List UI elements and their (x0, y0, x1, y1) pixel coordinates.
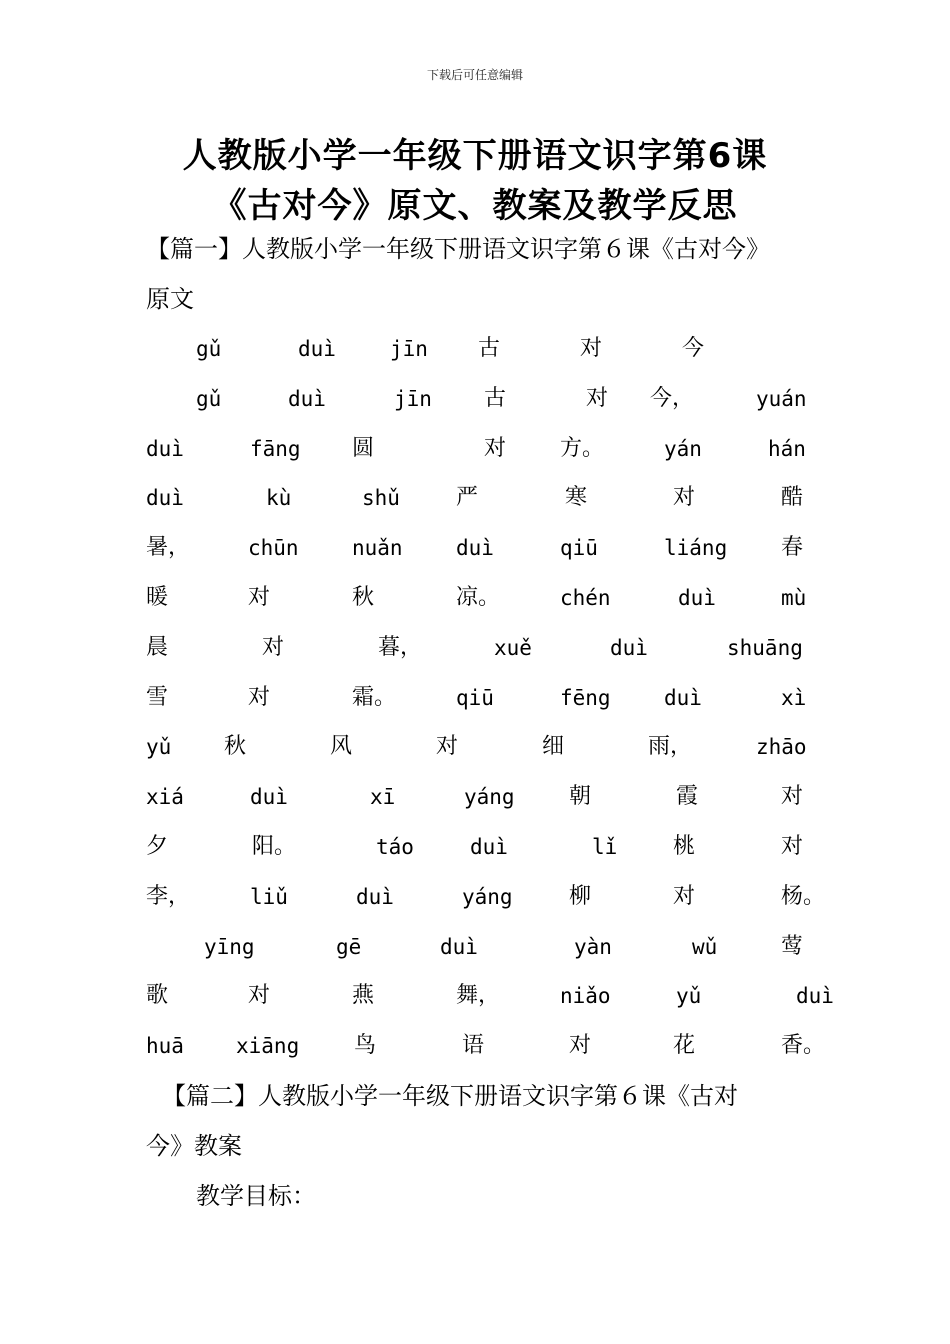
pinyin-token: jīn (394, 387, 432, 411)
hanzi-token: 对 (248, 983, 271, 1008)
section-2-heading-cont: 今》教案 (146, 1132, 242, 1160)
pinyin-token: shuāng (727, 636, 803, 660)
hanzi-token: 语 (462, 1033, 485, 1058)
hanzi-token: 花 (673, 1033, 696, 1058)
pinyin-token: huā (146, 1034, 184, 1058)
hanzi-token: 暖 (146, 585, 169, 610)
hanzi-token: 对 (484, 436, 507, 461)
pinyin-token: niǎo (560, 984, 611, 1008)
header-note: 下载后可任意编辑 (426, 68, 523, 82)
hanzi-token: 对 (580, 336, 603, 361)
hanzi-token: 暮， (378, 635, 423, 660)
hanzi-token: 霜。 (352, 685, 397, 710)
hanzi-token: 秋 (224, 734, 247, 759)
hanzi-token: 鸟 (354, 1033, 377, 1058)
pinyin-token: duì (456, 536, 494, 560)
pinyin-token: yǔ (146, 735, 172, 759)
hanzi-token: 严 (456, 485, 479, 510)
pinyin-token: duì (146, 437, 184, 461)
hanzi-token: 对 (781, 784, 804, 809)
hanzi-token: 阳。 (252, 834, 297, 859)
hanzi-token: 对 (673, 485, 696, 510)
section-2-heading: 【篇二】人教版小学一年级下册语文识字第６课《古对 (162, 1082, 738, 1110)
hanzi-token: 对 (248, 585, 271, 610)
pinyin-token: jīn (390, 337, 428, 361)
pinyin-token: mù (781, 586, 807, 610)
pinyin-token: fāng (250, 437, 301, 461)
pinyin-token: hán (768, 437, 806, 461)
pinyin-token: xì (781, 686, 807, 710)
hanzi-token: 杨。 (781, 884, 826, 909)
pinyin-token: lǐ (592, 835, 618, 859)
hanzi-token: 雨， (648, 734, 693, 759)
hanzi-token: 风 (330, 734, 353, 759)
hanzi-token: 夕 (146, 834, 169, 859)
pinyin-token: yīng (204, 935, 255, 959)
hanzi-token: 李， (146, 884, 191, 909)
pinyin-token: gē (336, 935, 362, 959)
pinyin-token: duì (610, 636, 648, 660)
hanzi-token: 桃 (673, 834, 696, 859)
pinyin-token: duì (288, 387, 326, 411)
document-title-line-1: 人教版小学一年级下册语文识字第6课 (182, 136, 768, 176)
hanzi-token: 燕 (352, 983, 375, 1008)
pinyin-token: duì (678, 586, 716, 610)
hanzi-token: 柳 (569, 884, 592, 909)
hanzi-token: 对 (262, 635, 285, 660)
hanzi-token: 香。 (781, 1033, 826, 1058)
teaching-objectives-heading: 教学目标： (196, 1182, 316, 1210)
hanzi-token: 雪 (146, 685, 169, 710)
pinyin-token: wǔ (692, 935, 718, 959)
pinyin-token: duì (470, 835, 508, 859)
hanzi-token: 古 (484, 386, 507, 411)
pinyin-token: chūn (248, 536, 299, 560)
hanzi-token: 圆 (352, 436, 375, 461)
hanzi-token: 莺 (781, 934, 804, 959)
hanzi-token: 今 (682, 336, 705, 361)
pinyin-token: duì (440, 935, 478, 959)
pinyin-token: yàn (574, 935, 612, 959)
hanzi-token: 秋 (352, 585, 375, 610)
pinyin-token: duì (664, 686, 702, 710)
hanzi-token: 对 (436, 734, 459, 759)
pinyin-token: liáng (664, 536, 728, 560)
hanzi-token: 酷 (781, 485, 804, 510)
hanzi-token: 暑， (146, 535, 191, 560)
hanzi-token: 朝 (569, 784, 592, 809)
pinyin-token: duì (146, 486, 184, 510)
pinyin-token: xiá (146, 785, 184, 809)
hanzi-token: 寒 (565, 485, 588, 510)
hanzi-token: 晨 (146, 635, 169, 660)
pinyin-token: qiū (560, 536, 598, 560)
pinyin-token: chén (560, 586, 611, 610)
pinyin-token: xiāng (236, 1034, 300, 1058)
pinyin-token: yǔ (676, 984, 702, 1008)
hanzi-token: 细 (542, 734, 565, 759)
hanzi-token: 今， (650, 386, 695, 411)
hanzi-token: 方。 (560, 436, 605, 461)
hanzi-token: 霞 (676, 784, 699, 809)
pinyin-token: liǔ (250, 885, 288, 909)
pinyin-token: yán (664, 437, 702, 461)
hanzi-token: 对 (569, 1033, 592, 1058)
pinyin-token: zhāo (756, 735, 807, 759)
hanzi-token: 对 (673, 884, 696, 909)
pinyin-token: kù (266, 486, 292, 510)
pinyin-token: nuǎn (352, 536, 403, 560)
pinyin-token: táo (376, 835, 414, 859)
pinyin-token: duì (250, 785, 288, 809)
pinyin-token: duì (298, 337, 336, 361)
pinyin-token: xuě (494, 636, 532, 660)
pinyin-token: gǔ (196, 387, 222, 411)
hanzi-token: 春 (781, 535, 804, 560)
hanzi-token: 古 (478, 336, 501, 361)
hanzi-token: 歌 (146, 983, 169, 1008)
section-1-heading: 【篇一】人教版小学一年级下册语文识字第６课《古对今》 (146, 235, 770, 263)
hanzi-token: 舞， (456, 983, 501, 1008)
pinyin-token: fēng (560, 686, 611, 710)
pinyin-token: xī (370, 785, 396, 809)
section-1-heading-cont: 原文 (146, 285, 194, 313)
pinyin-token: duì (356, 885, 394, 909)
hanzi-token: 对 (248, 685, 271, 710)
pinyin-token: yuán (756, 387, 807, 411)
hanzi-token: 凉。 (456, 585, 501, 610)
pinyin-token: qiū (456, 686, 494, 710)
pinyin-token: gǔ (196, 337, 222, 361)
pinyin-token: yáng (462, 885, 513, 909)
pinyin-token: duì (796, 984, 834, 1008)
pinyin-token: yáng (464, 785, 515, 809)
pinyin-token: shǔ (362, 486, 400, 510)
hanzi-token: 对 (781, 834, 804, 859)
document-title-line-2: 《古对今》原文、教案及教学反思 (212, 186, 738, 226)
hanzi-token: 对 (586, 386, 609, 411)
